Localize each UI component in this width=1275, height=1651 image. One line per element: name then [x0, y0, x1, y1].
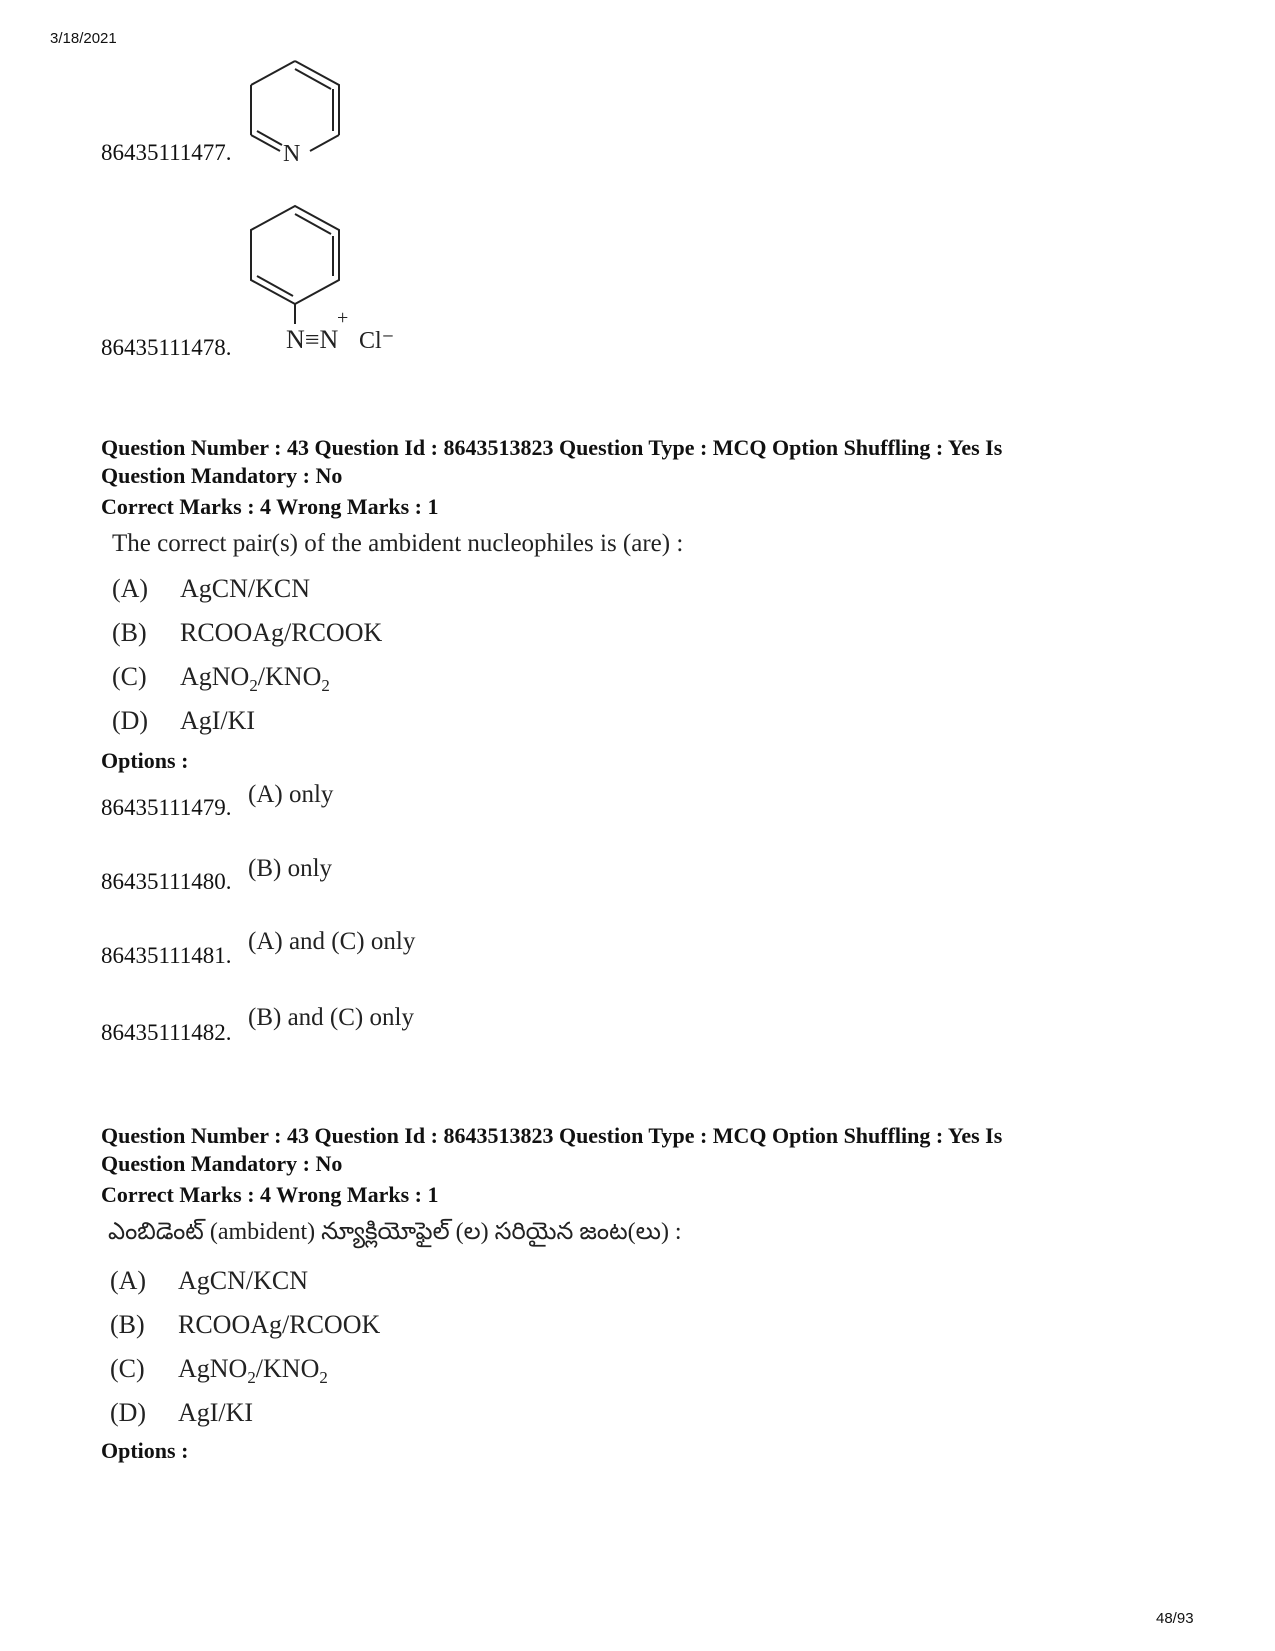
print-date: 3/18/2021 [50, 30, 117, 47]
option-id: 86435111482. [101, 1020, 232, 1045]
choice-b: (B) RCOOAg/RCOOK [112, 618, 383, 647]
question-meta [101, 434, 1161, 490]
choice-a: (A) AgCN/KCN [110, 1266, 309, 1295]
option-text: (A) and (C) only [248, 928, 416, 955]
question-marks: Correct Marks : 4 Wrong Marks : 1 [101, 1182, 439, 1207]
diazonium-salt-structure [240, 200, 415, 360]
diazo-group-label: N≡N [286, 325, 339, 354]
question-stem: The correct pair(s) of the ambident nucleophiles is (are) : [112, 530, 684, 557]
option-id: 86435111481. [101, 943, 232, 968]
question-meta-line: Question Mandatory : No [101, 1151, 343, 1176]
pyridine-structure [240, 55, 350, 167]
option-id: 86435111477. [101, 140, 232, 165]
option-id: 86435111478. [101, 335, 232, 360]
question-meta-line: Question Number : 43 Question Id : 8643513823 Question Type : MCQ Option Shuffling : Yes Is [101, 435, 1003, 460]
choice-c: (C) $AgNO_2/KNO_2$ [110, 1354, 328, 1387]
options-label: Options : [101, 1438, 189, 1463]
page-number: 48/93 [1156, 1610, 1194, 1627]
question-stem: ఎంబిడెంట్ (ambident) న్యూక్లియోఫైల్ (ల) సరియైన జంట(లు) : [108, 1219, 682, 1245]
chloride-counter-ion: Cl⁻ [359, 328, 395, 354]
choice-b: (B) RCOOAg/RCOOK [110, 1310, 381, 1339]
question-marks: Correct Marks : 4 Wrong Marks : 1 [101, 494, 439, 519]
options-label: Options : [101, 748, 189, 773]
option-text: (B) and (C) only [248, 1004, 414, 1031]
choice-d: (D) AgI/KI [112, 706, 256, 735]
choice-d: (D) AgI/KI [110, 1398, 254, 1427]
option-id: 86435111479. [101, 795, 232, 820]
option-id: 86435111480. [101, 869, 232, 894]
question-meta [101, 1122, 1161, 1178]
positive-charge: + [337, 307, 349, 329]
choice-a: (A) AgCN/KCN [112, 574, 311, 603]
option-text: (A) only [248, 781, 334, 808]
question-meta-line: Question Mandatory : No [101, 463, 343, 488]
question-meta-line: Question Number : 43 Question Id : 8643513823 Question Type : MCQ Option Shuffling : Yes Is [101, 1123, 1003, 1148]
nitrogen-atom-label: N [283, 141, 301, 167]
choice-c: (C) $AgNO_2/KNO_2$ [112, 662, 330, 695]
option-text: (B) only [248, 855, 333, 882]
